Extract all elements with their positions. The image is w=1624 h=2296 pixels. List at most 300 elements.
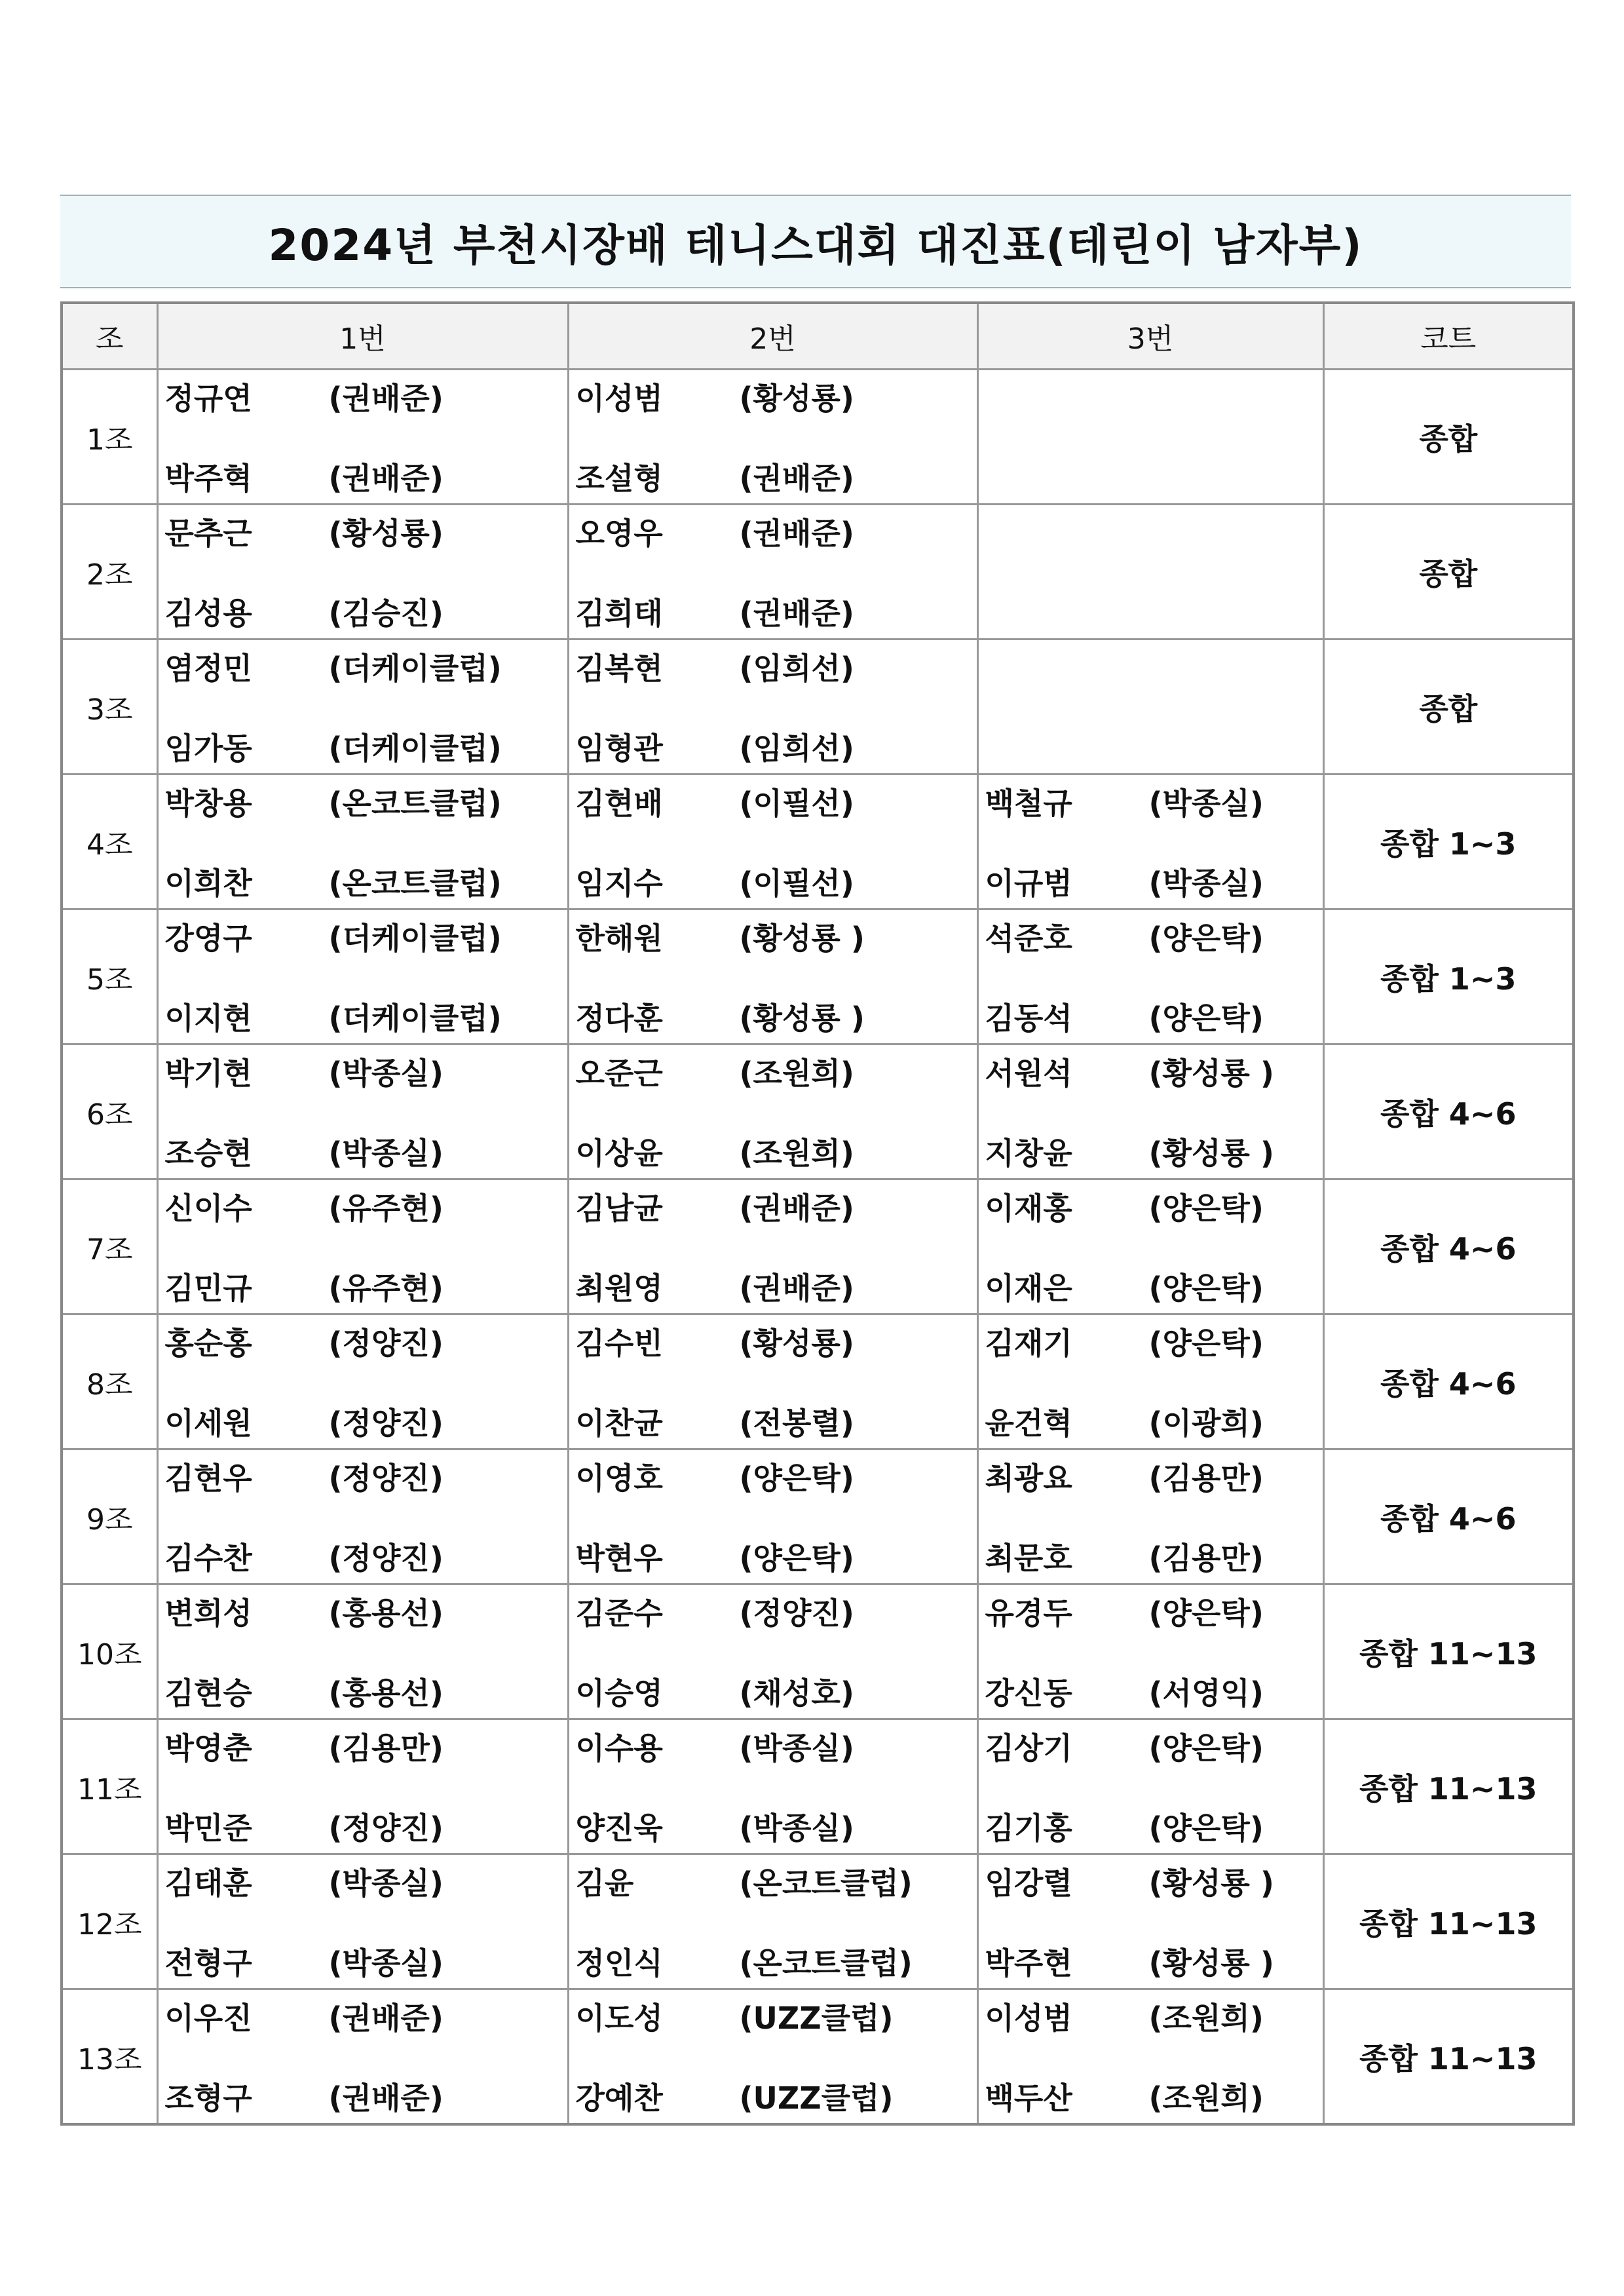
player-pair xyxy=(979,1592,1323,1712)
slot-2-cell xyxy=(568,370,977,505)
player-entry xyxy=(985,2000,1323,2037)
group-label: 6조 xyxy=(62,1044,157,1179)
player-name: 이승영 xyxy=(575,1675,663,1711)
player-club: (양은탁) xyxy=(739,1540,854,1576)
player-name: 이상윤 xyxy=(575,1135,663,1171)
bracket-body xyxy=(62,370,1574,2125)
table-row xyxy=(62,1989,1574,2125)
player-entry xyxy=(985,1945,1323,1981)
player-name: 김현우 xyxy=(164,1460,252,1496)
slot-1-cell xyxy=(157,909,568,1044)
slot-3-cell xyxy=(977,1449,1323,1584)
slot-1-cell xyxy=(157,505,568,640)
player-club: (홍용선) xyxy=(328,1595,444,1631)
player-name: 김현승 xyxy=(164,1675,252,1711)
player-name: 정다훈 xyxy=(575,1000,663,1036)
slot-2-cell xyxy=(568,1719,977,1854)
player-name: 이영호 xyxy=(575,1460,663,1496)
player-name: 임가동 xyxy=(164,730,252,766)
group-label: 2조 xyxy=(62,505,157,640)
slot-3-cell xyxy=(977,1044,1323,1179)
player-name: 이성범 xyxy=(985,2000,1072,2036)
player-name: 박창용 xyxy=(164,785,252,821)
player-entry xyxy=(576,1945,977,1981)
player-entry xyxy=(165,920,567,957)
player-entry xyxy=(165,1190,567,1227)
header-row xyxy=(62,303,1574,370)
player-club: (서영익) xyxy=(1148,1675,1264,1711)
player-club: (조원희) xyxy=(739,1135,854,1171)
player-name: 정규연 xyxy=(164,380,252,416)
player-pair xyxy=(159,1322,567,1442)
table-row xyxy=(62,1179,1574,1314)
player-club: (양은탁) xyxy=(1148,1730,1264,1766)
player-club: (조원희) xyxy=(1148,2080,1264,2116)
player-pair xyxy=(569,1457,977,1577)
player-pair xyxy=(979,782,1323,902)
player-club: (온코트클럽) xyxy=(328,865,502,901)
player-name: 임강렬 xyxy=(985,1865,1072,1901)
player-name: 신이수 xyxy=(164,1190,252,1226)
player-club: (정양진) xyxy=(328,1325,444,1361)
slot-2-cell xyxy=(568,505,977,640)
player-entry xyxy=(576,2000,977,2037)
player-club: (권배준) xyxy=(739,595,854,631)
player-name: 홍순홍 xyxy=(164,1325,252,1361)
player-entry xyxy=(985,1000,1323,1037)
player-club: (박종실) xyxy=(328,1055,444,1091)
table-row xyxy=(62,1719,1574,1854)
player-name: 임지수 xyxy=(575,865,663,901)
court-label: 종합 11~13 xyxy=(1323,1584,1574,1719)
player-entry xyxy=(165,1810,567,1846)
group-label: 3조 xyxy=(62,640,157,775)
player-club: (박종실) xyxy=(328,1865,444,1901)
player-entry xyxy=(576,2080,977,2116)
player-name: 박현우 xyxy=(575,1540,663,1576)
player-club: (이광희) xyxy=(1148,1405,1264,1441)
player-entry xyxy=(576,1135,977,1172)
player-pair xyxy=(159,917,567,1037)
player-entry xyxy=(576,865,977,902)
player-name: 박기현 xyxy=(164,1055,252,1091)
player-name: 오영우 xyxy=(575,515,663,551)
player-club: (권배준) xyxy=(328,460,444,496)
player-name: 박주현 xyxy=(985,1945,1072,1981)
player-pair xyxy=(569,1592,977,1712)
player-name: 조승현 xyxy=(164,1135,252,1171)
player-entry xyxy=(165,1595,567,1632)
player-entry xyxy=(985,1135,1323,1172)
player-club: (황성룡 ) xyxy=(1148,1055,1274,1091)
group-label: 8조 xyxy=(62,1314,157,1449)
slot-2-cell xyxy=(568,1584,977,1719)
player-name: 이우진 xyxy=(164,2000,252,2036)
player-club: (양은탁) xyxy=(1148,1325,1264,1361)
table-row xyxy=(62,1044,1574,1179)
player-name: 최원영 xyxy=(575,1270,663,1306)
player-name: 양진욱 xyxy=(575,1810,663,1846)
player-club: (김용만) xyxy=(328,1730,444,1766)
player-name: 이희찬 xyxy=(164,865,252,901)
player-entry xyxy=(985,1730,1323,1767)
player-club: (임희선) xyxy=(739,650,854,686)
player-entry xyxy=(576,1270,977,1307)
player-pair xyxy=(569,1187,977,1307)
player-name: 백두산 xyxy=(985,2080,1072,2116)
player-club: (정양진) xyxy=(328,1540,444,1576)
player-entry xyxy=(985,1460,1323,1497)
player-club: (황성룡 ) xyxy=(1148,1865,1274,1901)
court-label: 종합 xyxy=(1323,370,1574,505)
court-label: 종합 1~3 xyxy=(1323,775,1574,909)
player-club: (유주현) xyxy=(328,1190,444,1226)
player-pair xyxy=(569,1322,977,1442)
table-row xyxy=(62,1449,1574,1584)
player-club: (정양진) xyxy=(328,1810,444,1846)
player-entry xyxy=(985,785,1323,822)
player-club: (양은탁) xyxy=(1148,1270,1264,1306)
player-entry xyxy=(985,865,1323,902)
player-name: 조형구 xyxy=(164,2080,252,2116)
slot-1-cell xyxy=(157,1449,568,1584)
player-name: 이성범 xyxy=(575,380,663,416)
player-entry xyxy=(576,1865,977,1902)
player-entry xyxy=(576,1730,977,1767)
group-label: 7조 xyxy=(62,1179,157,1314)
player-pair xyxy=(569,782,977,902)
header-slot-2: 2번 xyxy=(568,303,977,370)
player-name: 강영구 xyxy=(164,920,252,956)
slot-3-cell xyxy=(977,505,1323,640)
player-entry xyxy=(985,1865,1323,1902)
slot-3-cell xyxy=(977,1854,1323,1989)
player-club: (권배준) xyxy=(328,380,444,416)
player-name: 이재홍 xyxy=(985,1190,1072,1226)
player-name: 염정민 xyxy=(164,650,252,686)
player-entry xyxy=(985,1675,1323,1712)
player-club: (더케이클럽) xyxy=(328,650,502,686)
player-name: 이재은 xyxy=(985,1270,1072,1306)
slot-3-cell xyxy=(977,640,1323,775)
group-label: 11조 xyxy=(62,1719,157,1854)
player-pair xyxy=(159,647,567,767)
player-club: (더케이클럽) xyxy=(328,730,502,766)
player-name: 전형구 xyxy=(164,1945,252,1981)
player-pair xyxy=(979,1052,1323,1172)
player-name: 변희성 xyxy=(164,1595,252,1631)
court-label: 종합 xyxy=(1323,505,1574,640)
slot-2-cell xyxy=(568,1179,977,1314)
player-club: (권배준) xyxy=(739,1190,854,1226)
player-club: (채성호) xyxy=(739,1675,854,1711)
table-row xyxy=(62,370,1574,505)
slot-2-cell xyxy=(568,1044,977,1179)
slot-2-cell xyxy=(568,1449,977,1584)
player-club: (온코트클럽) xyxy=(739,1945,913,1981)
header-slot-1: 1번 xyxy=(157,303,568,370)
player-pair xyxy=(569,1052,977,1172)
player-club: (이필선) xyxy=(739,865,854,901)
player-entry xyxy=(985,1270,1323,1307)
player-club: (권배준) xyxy=(328,2000,444,2036)
player-club: (양은탁) xyxy=(1148,1810,1264,1846)
player-name: 김준수 xyxy=(575,1595,663,1631)
player-club: (양은탁) xyxy=(1148,1595,1264,1631)
player-name: 김수찬 xyxy=(164,1540,252,1576)
player-club: (황성룡 ) xyxy=(1148,1135,1274,1171)
player-pair xyxy=(159,1592,567,1712)
slot-2-cell xyxy=(568,1314,977,1449)
header-slot-3: 3번 xyxy=(977,303,1323,370)
player-entry xyxy=(165,2080,567,2116)
slot-1-cell xyxy=(157,1179,568,1314)
player-club: (홍용선) xyxy=(328,1675,444,1711)
player-entry xyxy=(165,1865,567,1902)
slot-3-cell xyxy=(977,370,1323,505)
player-club: (황성룡 ) xyxy=(1148,1945,1274,1981)
player-entry xyxy=(165,2000,567,2037)
group-label: 1조 xyxy=(62,370,157,505)
player-entry xyxy=(576,1190,977,1227)
player-club: (박종실) xyxy=(328,1945,444,1981)
player-pair xyxy=(159,782,567,902)
player-club: (박종실) xyxy=(1148,785,1264,821)
player-entry xyxy=(576,650,977,687)
player-pair xyxy=(569,377,977,497)
player-club: (박종실) xyxy=(1148,865,1264,901)
player-entry xyxy=(985,2080,1323,2116)
group-label: 10조 xyxy=(62,1584,157,1719)
player-club: (더케이클럽) xyxy=(328,1000,502,1036)
bracket-table xyxy=(60,301,1575,2126)
player-name: 강예찬 xyxy=(575,2080,663,2116)
player-pair xyxy=(569,1997,977,2116)
player-club: (김용만) xyxy=(1148,1540,1264,1576)
player-entry xyxy=(576,1460,977,1497)
player-pair xyxy=(159,1727,567,1846)
player-club: (정양진) xyxy=(328,1460,444,1496)
player-entry xyxy=(165,1055,567,1092)
court-label: 종합 11~13 xyxy=(1323,1719,1574,1854)
table-row xyxy=(62,909,1574,1044)
player-pair xyxy=(569,1862,977,1981)
player-club: (권배준) xyxy=(739,515,854,551)
table-row xyxy=(62,775,1574,909)
player-club: (황성룡 ) xyxy=(739,1000,865,1036)
court-label: 종합 4~6 xyxy=(1323,1044,1574,1179)
player-club: (김용만) xyxy=(1148,1460,1264,1496)
player-name: 정인식 xyxy=(575,1945,663,1981)
slot-1-cell xyxy=(157,1314,568,1449)
player-pair xyxy=(159,1862,567,1981)
player-entry xyxy=(576,1540,977,1577)
player-pair xyxy=(159,1052,567,1172)
player-club: (황성룡) xyxy=(328,515,444,551)
player-entry xyxy=(985,1405,1323,1442)
player-club: (박종실) xyxy=(739,1810,854,1846)
player-club: (UZZ클럽) xyxy=(739,2080,894,2116)
player-entry xyxy=(165,1135,567,1172)
player-entry xyxy=(165,785,567,822)
player-entry xyxy=(165,380,567,417)
player-name: 김남균 xyxy=(575,1190,663,1226)
player-club: (더케이클럽) xyxy=(328,920,502,956)
player-entry xyxy=(165,865,567,902)
slot-1-cell xyxy=(157,1989,568,2125)
court-label: 종합 1~3 xyxy=(1323,909,1574,1044)
player-pair xyxy=(569,1727,977,1846)
player-club: (전봉렬) xyxy=(739,1405,854,1441)
player-entry xyxy=(165,1460,567,1497)
player-entry xyxy=(985,1055,1323,1092)
player-name: 최문호 xyxy=(985,1540,1072,1576)
player-pair xyxy=(569,917,977,1037)
player-entry xyxy=(165,595,567,632)
group-label: 13조 xyxy=(62,1989,157,2125)
slot-1-cell xyxy=(157,1719,568,1854)
slot-1-cell xyxy=(157,1044,568,1179)
player-name: 김재기 xyxy=(985,1325,1072,1361)
player-club: (유주현) xyxy=(328,1270,444,1306)
player-name: 강신동 xyxy=(985,1675,1072,1711)
player-entry xyxy=(985,1325,1323,1362)
court-label: 종합 11~13 xyxy=(1323,1989,1574,2125)
player-name: 오준근 xyxy=(575,1055,663,1091)
player-name: 김민규 xyxy=(164,1270,252,1306)
player-name: 이규범 xyxy=(985,865,1072,901)
player-club: (김승진) xyxy=(328,595,444,631)
player-pair xyxy=(979,1457,1323,1577)
player-club: (황성룡) xyxy=(739,380,854,416)
player-entry xyxy=(165,1270,567,1307)
player-entry xyxy=(985,1190,1323,1227)
player-pair xyxy=(159,512,567,632)
player-pair xyxy=(159,1187,567,1307)
slot-2-cell xyxy=(568,640,977,775)
slot-1-cell xyxy=(157,370,568,505)
player-name: 한해원 xyxy=(575,920,663,956)
player-club: (임희선) xyxy=(739,730,854,766)
slot-2-cell xyxy=(568,1989,977,2125)
player-name: 박주혁 xyxy=(164,460,252,496)
player-club: (양은탁) xyxy=(739,1460,854,1496)
player-entry xyxy=(985,1595,1323,1632)
header-court: 코트 xyxy=(1323,303,1574,370)
player-entry xyxy=(165,1945,567,1981)
player-name: 이찬균 xyxy=(575,1405,663,1441)
player-entry xyxy=(165,1405,567,1442)
slot-3-cell xyxy=(977,1989,1323,2125)
player-name: 이수용 xyxy=(575,1730,663,1766)
player-name: 이도성 xyxy=(575,2000,663,2036)
player-name: 이지현 xyxy=(164,1000,252,1036)
slot-2-cell xyxy=(568,775,977,909)
player-entry xyxy=(576,1055,977,1092)
page-title: 2024년 부천시장배 테니스대회 대진표(테린이 남자부) xyxy=(268,220,1363,271)
player-club: (권배준) xyxy=(328,2080,444,2116)
player-entry xyxy=(985,1810,1323,1846)
court-label: 종합 11~13 xyxy=(1323,1854,1574,1989)
player-name: 김윤 xyxy=(575,1865,634,1901)
player-pair xyxy=(159,377,567,497)
player-club: (양은탁) xyxy=(1148,1000,1264,1036)
player-pair xyxy=(159,1997,567,2116)
player-name: 백철규 xyxy=(985,785,1072,821)
group-label: 9조 xyxy=(62,1449,157,1584)
player-entry xyxy=(576,785,977,822)
table-row xyxy=(62,1584,1574,1719)
player-pair xyxy=(979,917,1323,1037)
player-entry xyxy=(576,1325,977,1362)
player-pair xyxy=(979,1862,1323,1981)
player-name: 조설형 xyxy=(575,460,663,496)
table-row xyxy=(62,640,1574,775)
player-club: (박종실) xyxy=(328,1135,444,1171)
player-club: (양은탁) xyxy=(1148,1190,1264,1226)
slot-1-cell xyxy=(157,1584,568,1719)
slot-1-cell xyxy=(157,775,568,909)
player-pair xyxy=(569,647,977,767)
player-name: 김태훈 xyxy=(164,1865,252,1901)
player-entry xyxy=(576,1675,977,1712)
player-entry xyxy=(165,1540,567,1577)
player-entry xyxy=(576,460,977,497)
player-name: 임형관 xyxy=(575,730,663,766)
court-label: 종합 4~6 xyxy=(1323,1449,1574,1584)
player-name: 김성용 xyxy=(164,595,252,631)
player-entry xyxy=(576,920,977,957)
player-name: 김수빈 xyxy=(575,1325,663,1361)
player-club: (조원희) xyxy=(739,1055,854,1091)
player-club: (조원희) xyxy=(1148,2000,1264,2036)
player-name: 김상기 xyxy=(985,1730,1072,1766)
player-club: (온코트클럽) xyxy=(328,785,502,821)
group-label: 5조 xyxy=(62,909,157,1044)
group-label: 12조 xyxy=(62,1854,157,1989)
player-name: 석준호 xyxy=(985,920,1072,956)
player-entry xyxy=(165,515,567,552)
court-label: 종합 4~6 xyxy=(1323,1179,1574,1314)
player-club: (정양진) xyxy=(739,1595,854,1631)
slot-1-cell xyxy=(157,640,568,775)
player-club: (권배준) xyxy=(739,460,854,496)
table-row xyxy=(62,1314,1574,1449)
player-name: 지창윤 xyxy=(985,1135,1072,1171)
player-club: (온코트클럽) xyxy=(739,1865,913,1901)
player-entry xyxy=(576,595,977,632)
player-pair xyxy=(979,1322,1323,1442)
player-club: (황성룡) xyxy=(739,1325,854,1361)
player-name: 김현배 xyxy=(575,785,663,821)
player-club: (박종실) xyxy=(739,1730,854,1766)
slot-3-cell xyxy=(977,1584,1323,1719)
player-entry xyxy=(165,460,567,497)
table-row xyxy=(62,505,1574,640)
player-entry xyxy=(576,380,977,417)
player-pair xyxy=(159,1457,567,1577)
player-name: 윤건혁 xyxy=(985,1405,1072,1441)
player-club: (이필선) xyxy=(739,785,854,821)
player-entry xyxy=(576,730,977,767)
player-entry xyxy=(165,1675,567,1712)
player-club: (양은탁) xyxy=(1148,920,1264,956)
player-name: 문추근 xyxy=(164,515,252,551)
player-name: 박영춘 xyxy=(164,1730,252,1766)
slot-1-cell xyxy=(157,1854,568,1989)
slot-3-cell xyxy=(977,1179,1323,1314)
player-club: (UZZ클럽) xyxy=(739,2000,894,2036)
